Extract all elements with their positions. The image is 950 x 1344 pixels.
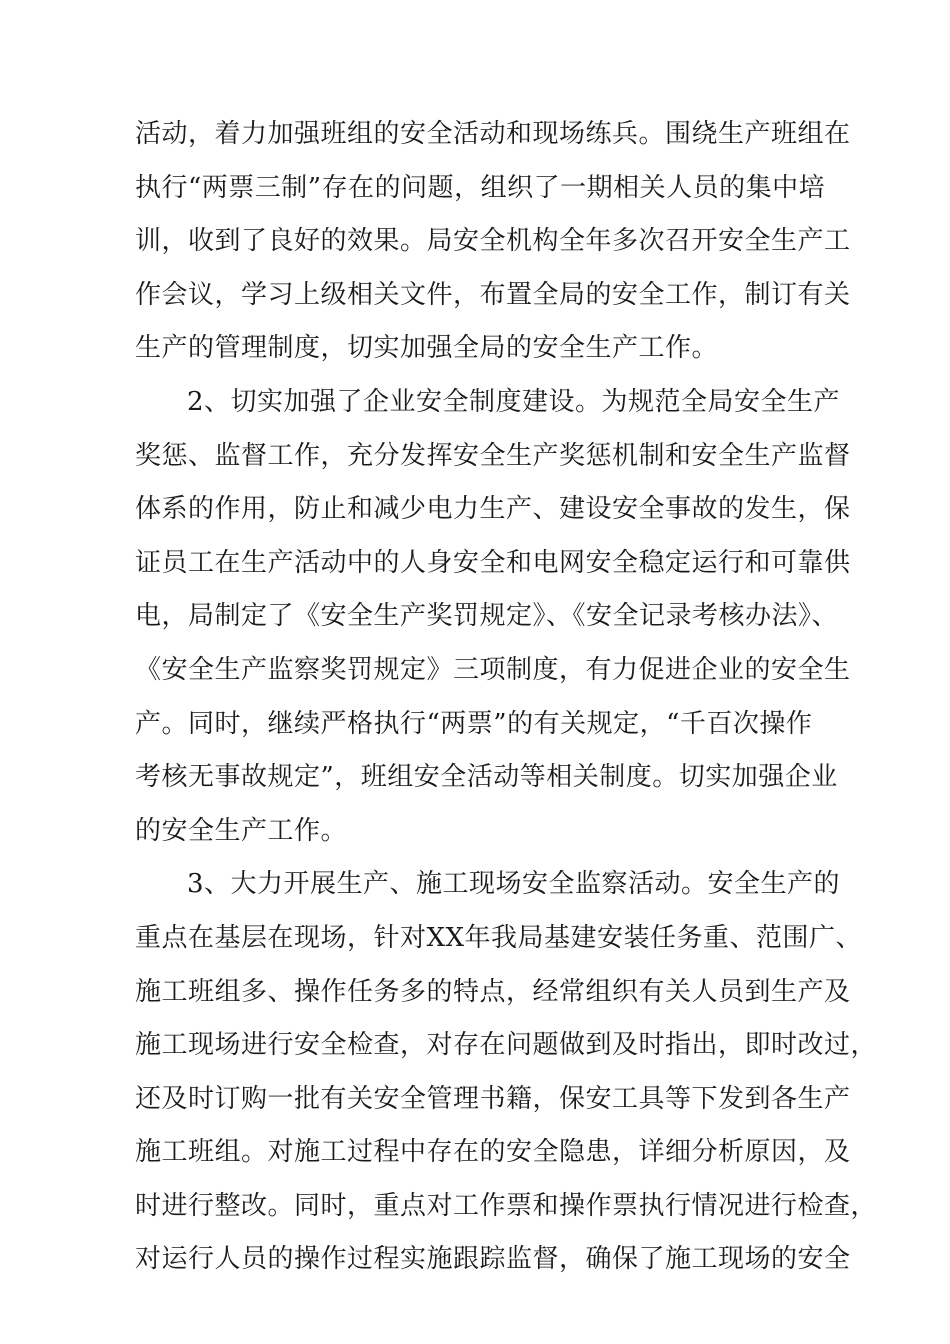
text-line-22: 对运行人员的操作过程实施跟踪监督，确保了施工现场的安全 bbox=[135, 1244, 851, 1275]
text-line-20: 施工班组。对施工过程中存在的安全隐患，详细分析原因，及 bbox=[135, 1137, 851, 1168]
text-line-1: 活动，着力加强班组的安全活动和现场练兵。围绕生产班组在 bbox=[135, 119, 851, 149]
text-line-18: 施工现场进行安全检查，对存在问题做到及时指出，即时改过， bbox=[135, 1030, 878, 1061]
text-line-17: 施工班组多、操作任务多的特点，经常组织有关人员到生产及 bbox=[135, 976, 851, 1007]
text-line-16: 重点在基层在现场，针对XX年我局基建安装任务重、范围广、 bbox=[135, 922, 863, 953]
body-text bbox=[135, 108, 878, 1287]
text-line-14: 的安全生产工作。 bbox=[135, 815, 348, 846]
text-line-19: 还及时订购一批有关安全管理书籍，保安工具等下发到各生产 bbox=[135, 1083, 851, 1114]
text-line-12: 产。同时，继续严格执行“两票”的有关规定，“千百次操作 bbox=[135, 708, 813, 739]
paragraph-3-start: 3、大力开展生产、施工现场安全监察活动。安全生产的 bbox=[187, 869, 841, 900]
text-line-10: 电，局制定了《安全生产奖罚规定》、《安全记录考核办法》、 bbox=[135, 601, 839, 632]
text-line-5: 生产的管理制度，切实加强全局的安全生产工作。 bbox=[135, 333, 719, 364]
text-line-8: 体系的作用，防止和减少电力生产、建设安全事故的发生，保 bbox=[135, 494, 851, 525]
text-line-3: 训，收到了良好的效果。局安全机构全年多次召开安全生产工 bbox=[135, 226, 851, 257]
text-line-21: 时进行整改。同时，重点对工作票和操作票执行情况进行检查， bbox=[135, 1190, 878, 1221]
text-line-2: 执行“两票三制”存在的问题，组织了一期相关人员的集中培 bbox=[135, 172, 826, 203]
text-line-4: 作会议，学习上级相关文件，布置全局的安全工作，制订有关 bbox=[135, 279, 851, 310]
text-line-11: 《安全生产监察奖罚规定》三项制度，有力促进企业的安全生 bbox=[135, 654, 851, 685]
text-line-13: 考核无事故规定”，班组安全活动等相关制度。切实加强企业 bbox=[135, 762, 838, 793]
text-line-9: 证员工在生产活动中的人身安全和电网安全稳定运行和可靠供 bbox=[135, 547, 851, 578]
paragraph-2-start: 2、切实加强了企业安全制度建设。为规范全局安全生产 bbox=[187, 386, 841, 417]
text-line-7: 奖惩、监督工作，充分发挥安全生产奖惩机制和安全生产监督 bbox=[135, 440, 851, 471]
